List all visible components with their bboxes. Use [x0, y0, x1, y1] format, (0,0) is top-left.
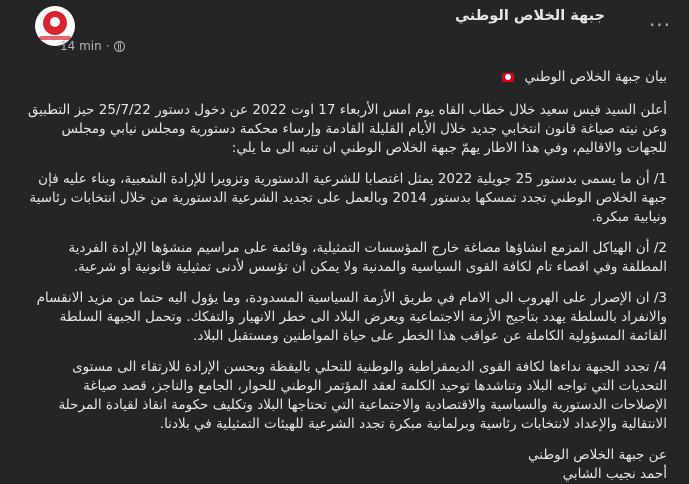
post-title-text: بيان جبهة الخلاص الوطني — [524, 69, 667, 85]
signature-org: عن جبهة الخلاص الوطني — [528, 447, 667, 463]
post-body — [27, 60, 667, 484]
meta-separator: · — [105, 39, 110, 53]
front-logo-icon — [43, 11, 67, 35]
paragraph-4: 4/ تجدد الجبهة نداءها لكافة القوى الديمقراطية والوطنية للتحلي باليقظة وبحسن الإرادة للارتقاء الى مستوى التحديات التي تواجه البلاد وتناشدها توحيد الكلمة لعقد المؤتمر الوطني للحوار، الجامع والناجز، قصد صياغة الإصلاحات الدستورية والسياسية والاقتصادية والاجتماعية التي تحتاجها البلاد وتكليف حكومة انقاذ لقيادة المرحلة الانتقالية والإعداد لانتخابات رئاسية وبرلمانية مبكرة تجدد الشرعية للهيئات التمثيلية في بلادنا. — [58, 359, 667, 432]
post-title — [27, 68, 667, 87]
globe-icon[interactable] — [114, 41, 125, 52]
more-options-button[interactable]: ··· — [648, 13, 672, 37]
signature-name: أحمد نجيب الشابي — [562, 466, 667, 482]
paragraph-intro: أعلن السيد قيس سعيد خلال خطاب القاه يوم امس الأربعاء 17 اوت 2022 عن دخول دستور 25/7/22 حيز التطبيق وعن نيته صياغة قانون انتخابي جديد خلال الأيام القليلة القادمة وإرساء محكمة دستورية ومجلس نيابي ومجلس للجهات والاقاليم، وفي هذا الاطار يهمّ جبهة الخلاص الوطني ان تنبه الى ما يلي: — [27, 102, 667, 156]
signature — [27, 446, 667, 484]
tunisia-flag-icon — [502, 73, 514, 82]
paragraph-1: 1/ أن ما يسمى بدستور 25 جويلية 2022 يمثل اغتصابا للشرعية الدستورية وتزويرا للإرادة الشعبية، وبناء عليه فإن جبهة الخلاص الوطني تجدد تمسكها بدستور 2014 وبالعمل على تجديد الشرعية الدستورية من خلال انتخابات رئاسية ونيابية مبكرة. — [29, 171, 667, 225]
paragraph-2: 2/ أن الهياكل المزمع انشاؤها مصاغة خارج المؤسسات التمثيلية، وقائمة على مراسيم منشؤها الإرادة الفردية المطلقة وفي اقصاء تام لكافة القوى السياسية والمدنية ولا يمكن ان تؤسس لأدنى تمثيلية قانونية أو شرعية. — [68, 240, 667, 275]
paragraph-3: 3/ ان الإصرار على الهروب الى الامام في طريق الأزمة السياسية المسدودة، وما يؤول اليه حتما من مزيد الانقسام والانفراد بالسلطة يهدد بتأجيج الأزمة الاجتماعية ويعرض البلاد الى خطر الانهيار والتفكك. وتحمل الجبهة السلطة القائمة المسؤولية الكاملة عن عواقب هذا الخطر على حياة المواطنين ومستقبل البلاد. — [36, 290, 667, 344]
post-meta — [60, 38, 125, 54]
post-header — [0, 0, 689, 60]
page-name-link[interactable]: جبهة الخلاص الوطني — [455, 8, 605, 24]
post-timestamp[interactable]: 14 min — [60, 39, 102, 53]
